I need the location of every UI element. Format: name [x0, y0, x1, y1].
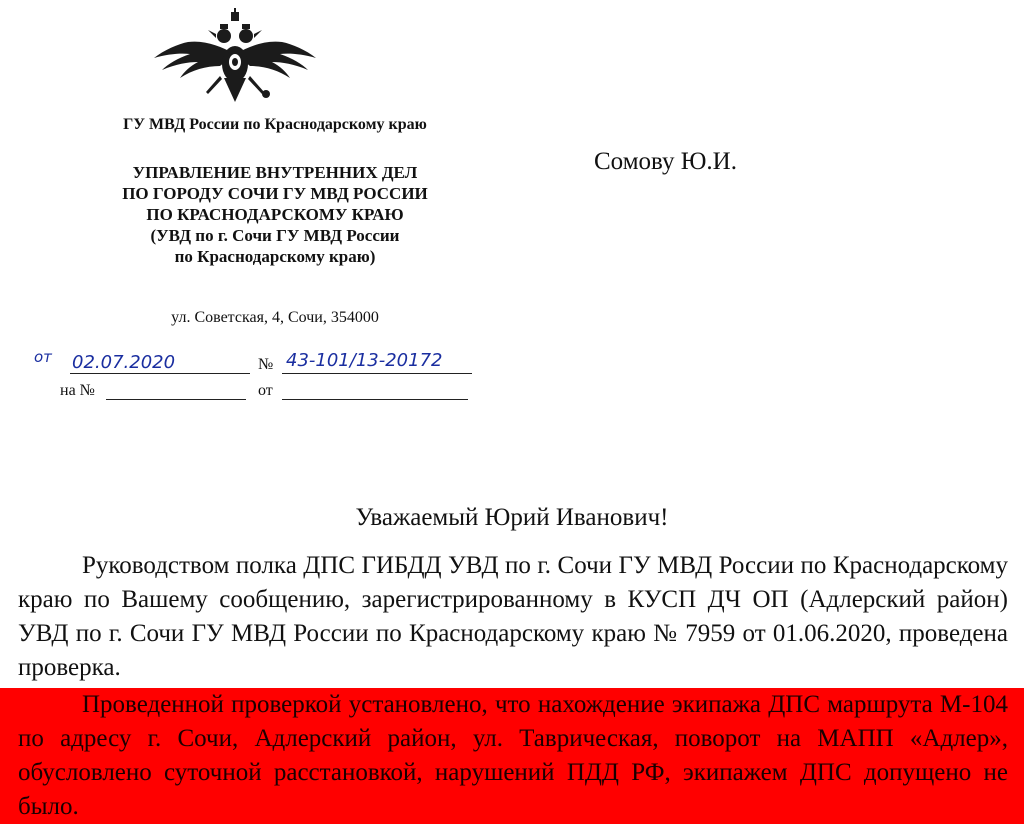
number-underline: [282, 373, 472, 374]
ref-date-underline: [282, 399, 468, 400]
department-line: ПО ГОРОДУ СОЧИ ГУ МВД РОССИИ: [122, 184, 428, 203]
ref-number-underline: [106, 399, 246, 400]
paragraph-text: Проведенной проверкой установлено, что нахождение экипажа ДПС маршрута М-104 по адресу г. Сочи, Адлерский район, ул. Таврическая, поворот на МАПП «Адлер», обусловлено суточной расстановкой, нарушений ПДД РФ, экипажем ДПС допущено не было.: [18, 691, 1008, 820]
handwritten-date-prefix: от: [34, 348, 52, 366]
department-line: (УВД по г. Сочи ГУ МВД России: [150, 226, 400, 245]
incoming-ref-line: [60, 380, 530, 406]
double-headed-eagle-icon: [150, 6, 320, 106]
greeting: Уважаемый Юрий Иванович!: [355, 504, 669, 531]
recipient: Сомову Ю.И.: [594, 148, 737, 175]
department-line: по Краснодарскому краю): [174, 247, 376, 266]
address: ул. Советская, 4, Сочи, 354000: [171, 309, 379, 326]
paragraph-text: Руководством полка ДПС ГИБДД УВД по г. Сочи ГУ МВД России по Краснодарскому краю по Вашему сообщению, зарегистрированному в КУСП ДЧ ОП (Адлерский район) УВД по г. Сочи ГУ МВД России по Краснодарскому краю № 7959 от 01.06.2020, проведена проверка.: [18, 552, 1008, 681]
ref-number-label: на №: [60, 382, 95, 399]
handwritten-number: 43-101/13-20172: [286, 350, 443, 371]
org-title: ГУ МВД России по Краснодарскому краю: [123, 116, 427, 133]
paragraph-2: [18, 688, 1008, 824]
department-block: [40, 162, 510, 267]
number-label: №: [258, 356, 274, 373]
department-line: УПРАВЛЕНИЕ ВНУТРЕННИХ ДЕЛ: [132, 163, 418, 182]
department-line: ПО КРАСНОДАРСКОМУ КРАЮ: [146, 205, 404, 224]
paragraph-1: [18, 549, 1008, 685]
outgoing-ref-line: [34, 348, 530, 378]
ref-date-label: от: [258, 382, 273, 399]
handwritten-date: 02.07.2020: [72, 352, 176, 373]
date-underline: [70, 373, 250, 374]
